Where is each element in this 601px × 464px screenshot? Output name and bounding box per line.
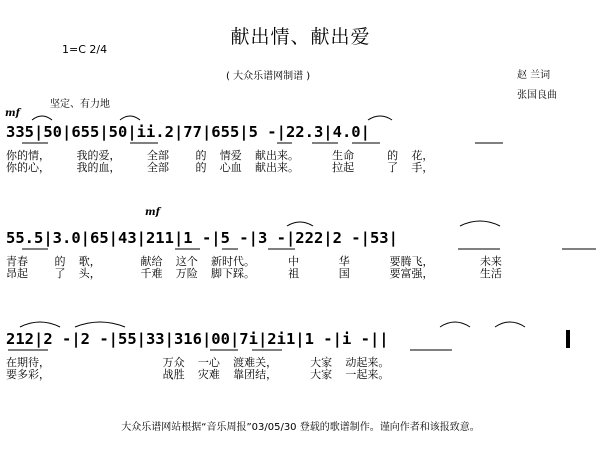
footer-note: 大众乐谱网站根据“音乐周报”03/05/30 登载的歌谱制作。谨向作者和该报致意。 (121, 422, 480, 433)
notation-line: 335|50|655|50|ii.2|77|655|5 -|22.3|4.0| (6, 123, 370, 141)
dynamic-marking: mf (5, 108, 20, 119)
song-title: 献出情、献出爱 (230, 26, 371, 48)
lyrics-verse-1: 你的情， 我的爱， 全部 的 情爱 献出来。 生命 的 花， (6, 149, 434, 162)
tempo-marking: 坚定、有力地 (50, 99, 110, 110)
notation-line: 212|2 -|2 -|55|33|316|00|7i|2i1|1 -|i -|| (6, 330, 389, 348)
composer-credit: 张国良曲 (517, 90, 557, 101)
lyricist-credit: 赵 兰词 (517, 70, 551, 81)
lyrics-verse-2: 昂起 了 头， 千难 万险 脚下踩。 祖 国 要富强， 生活 (6, 267, 502, 280)
lyrics-verse-2: 你的心， 我的血， 全部 的 心血 献出来。 拉起 了 手， (6, 161, 434, 174)
dynamic-marking: mf (145, 207, 160, 218)
lyrics-verse-1: 在期待， 万众 一心 渡难关， 大家 动起来。 (6, 356, 390, 369)
key-signature: 1=C 2/4 (62, 43, 108, 56)
notation-line: 55.5|3.0|65|43|211|1 -|5 -|3 -|222|2 -|53| (6, 229, 398, 247)
lyrics-verse-1: 青春 的 歌， 献给 这个 新时代。 中 华 要腾飞， 未来 (6, 255, 502, 268)
lyrics-verse-2: 要多彩， 战胜 灾难 靠团结， 大家 一起来。 (6, 368, 390, 381)
source-credit: ( 大众乐谱网制谱 ) (226, 71, 311, 82)
